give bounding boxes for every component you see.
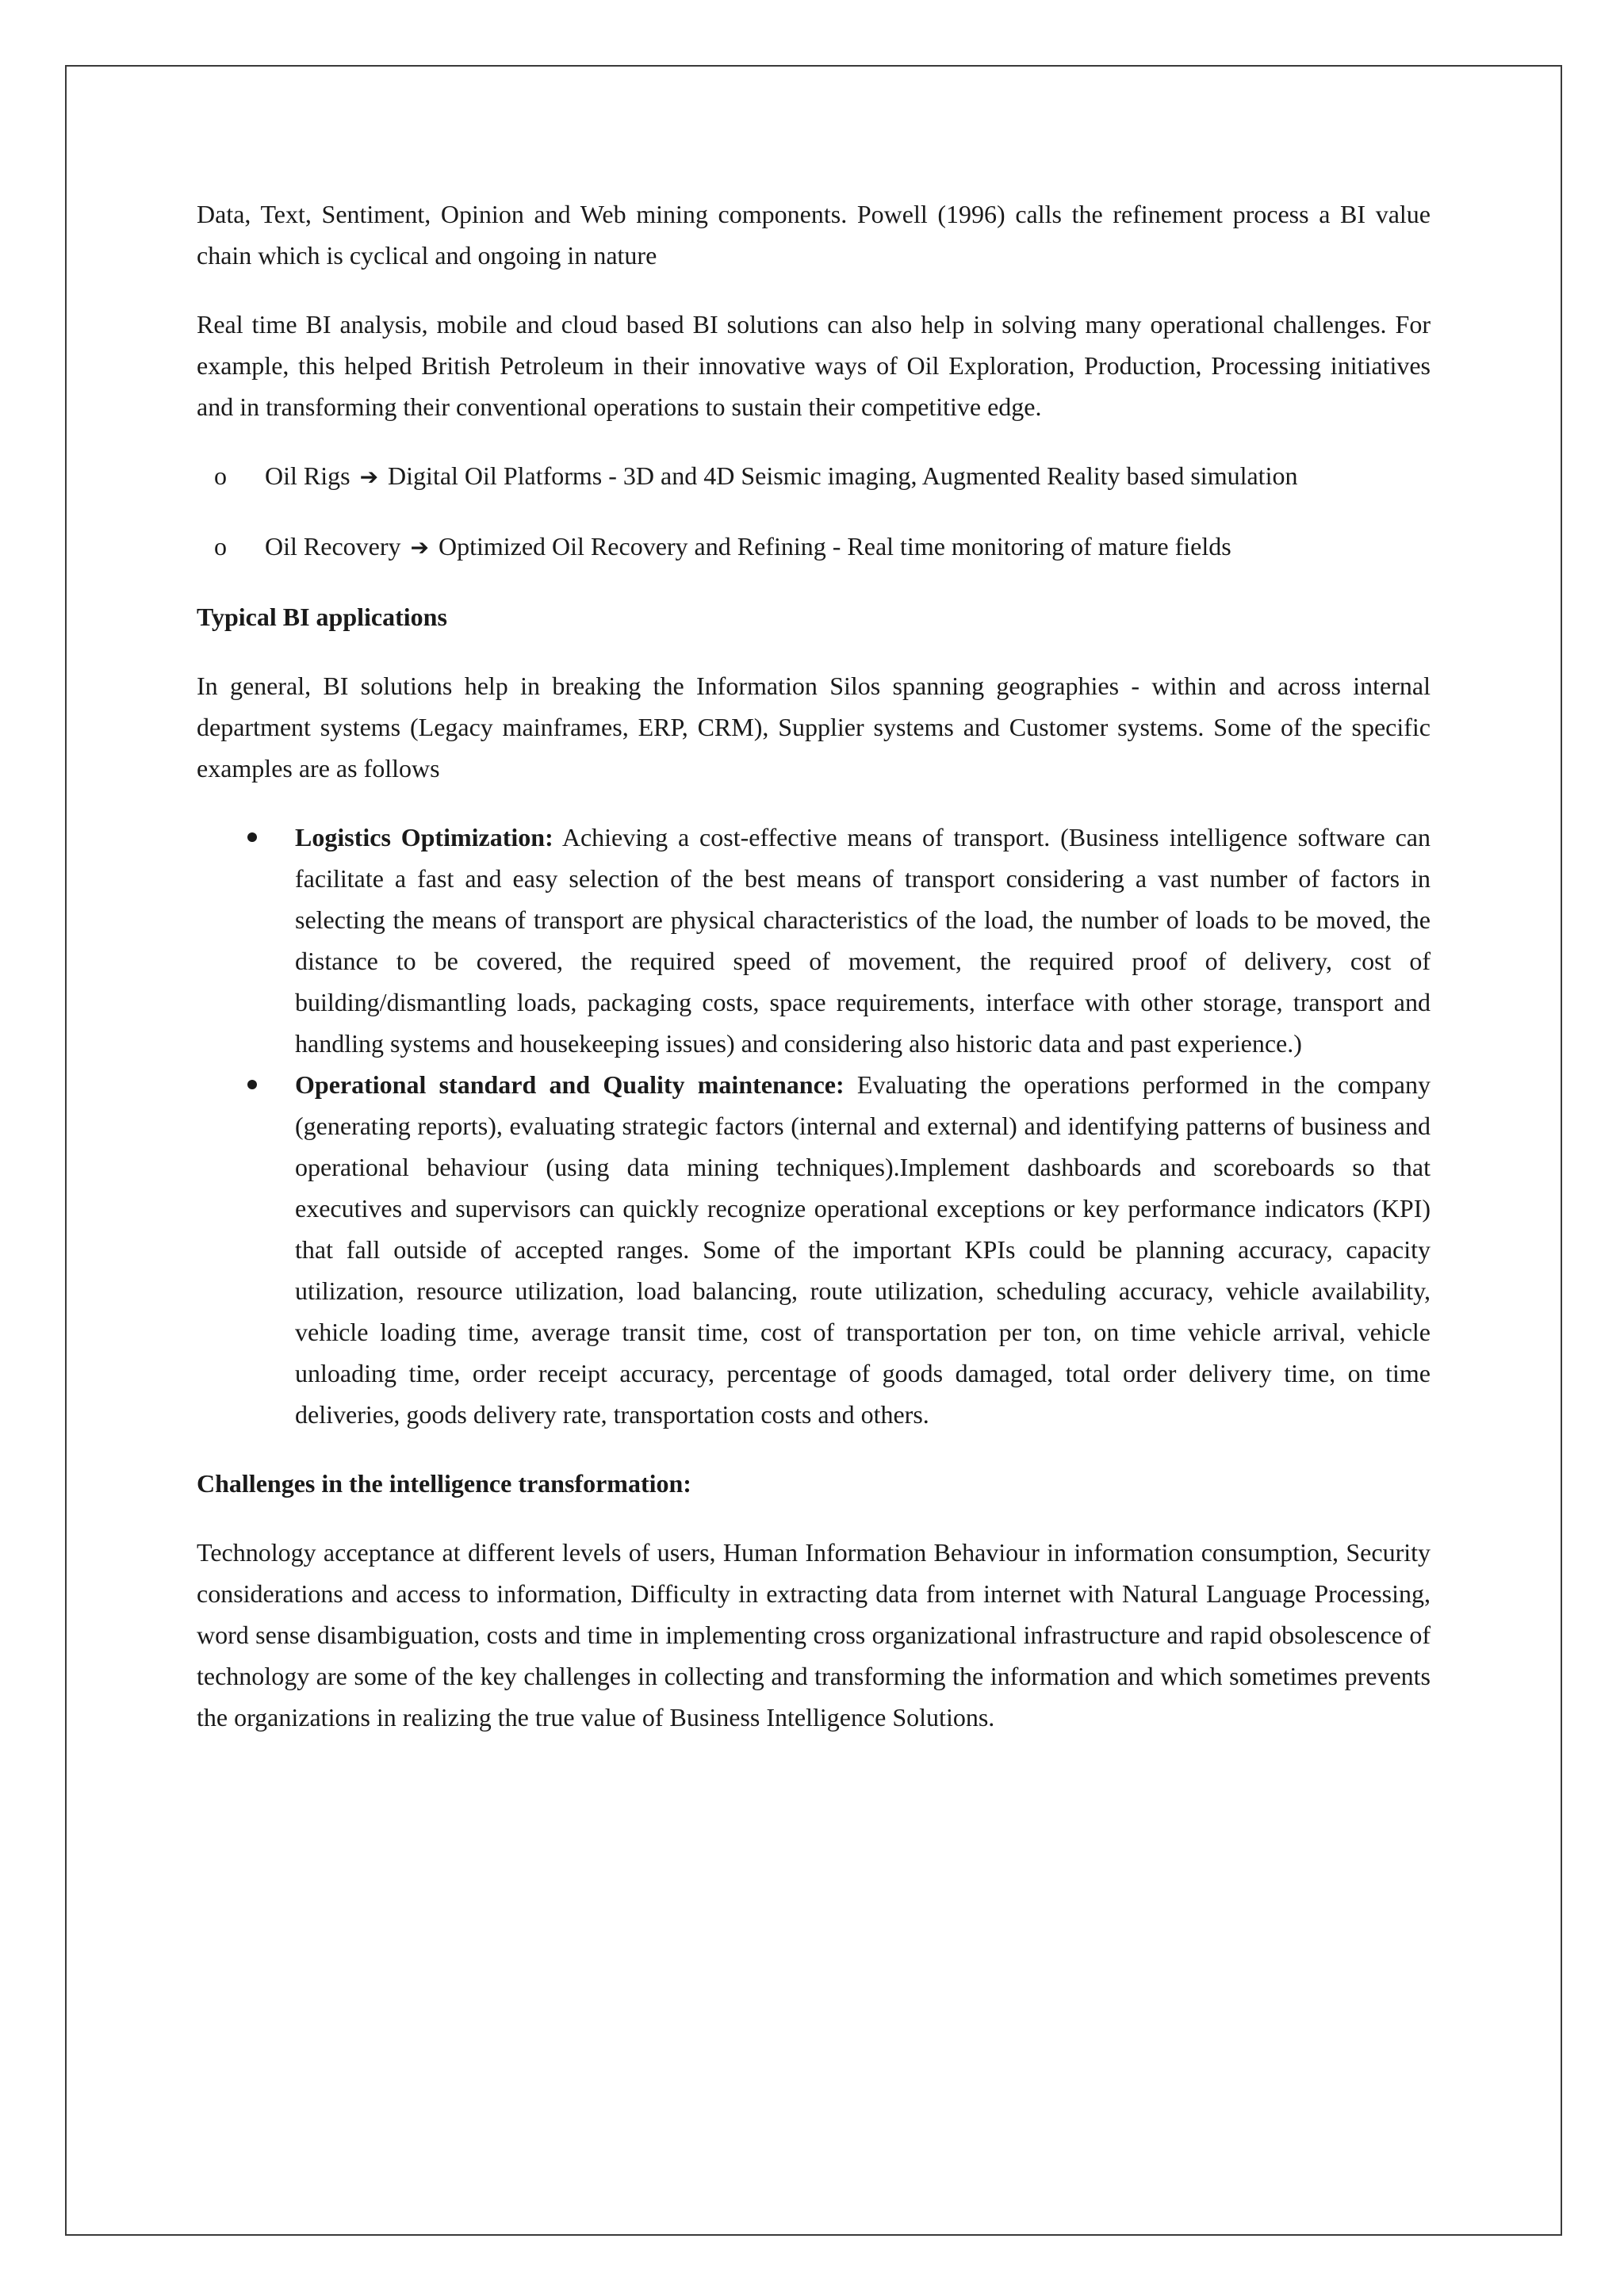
list-item-operational-standard bbox=[197, 1064, 1431, 1435]
circle-bullet-icon: o bbox=[214, 461, 227, 490]
list-item-to: Optimized Oil Recovery and Refining - Real time monitoring of mature fields bbox=[438, 532, 1231, 561]
document-body bbox=[197, 193, 1431, 1766]
bullet-dot-icon bbox=[247, 1080, 257, 1089]
bi-applications-list bbox=[197, 817, 1431, 1435]
heading-typical-bi-applications: Typical BI applications bbox=[197, 603, 447, 631]
paragraph-challenges: Technology acceptance at different levels of users, Human Information Behaviour in information consumption, Security considerations and access to information, Difficulty in extracting data from internet with Natural Language Processing, word sense disambiguation, costs and time in implementing cross organizational infrastructure and rapid obsolescence of technology are some of the key challenges in collecting and transforming the information and which sometimes prevents the organizations in realizing the true value of Business Intelligence Solutions. bbox=[197, 1538, 1431, 1732]
list-item-oil-recovery bbox=[197, 526, 1431, 568]
paragraph-information-silos: In general, BI solutions help in breaking the Information Silos spanning geographies - within and across internal department systems (Legacy mainframes, ERP, CRM), Supplier systems and Customer systems. Some of the specific examples are as follows bbox=[197, 672, 1431, 783]
list-item-from: Oil Recovery bbox=[265, 532, 401, 561]
list-item-text: Evaluating the operations performed in the company (generating reports), evaluating strategic factors (internal and external) and identifying patterns of business and operational behaviour (using data mining techniques).Implement dashboards and scoreboards so that executives and supervisors can quickly recognize operational exceptions or key performance indicators (KPI) that fall outside of accepted ranges. Some of the important KPIs could be planning accuracy, capacity utilization, resource utilization, load balancing, route utilization, scheduling accuracy, vehicle availability, vehicle loading time, average transit time, cost of transportation per ton, on time vehicle arrival, vehicle unloading time, order receipt accuracy, percentage of goods damaged, total order delivery time, on time deliveries, goods delivery rate, transportation costs and others. bbox=[295, 1070, 1431, 1429]
list-item-lead: Operational standard and Quality maintenance: bbox=[295, 1070, 845, 1099]
right-arrow-icon: ➔ bbox=[359, 464, 379, 490]
list-item-lead: Logistics Optimization: bbox=[295, 823, 553, 851]
list-item-oil-rigs bbox=[197, 455, 1431, 498]
circle-bullet-icon: o bbox=[214, 532, 227, 561]
list-item-from: Oil Rigs bbox=[265, 461, 350, 490]
right-arrow-icon: ➔ bbox=[410, 534, 429, 561]
oil-transformation-list bbox=[197, 455, 1431, 568]
list-item-logistics bbox=[197, 817, 1431, 1064]
heading-challenges: Challenges in the intelligence transformation: bbox=[197, 1469, 691, 1498]
paragraph-realtime-bi: Real time BI analysis, mobile and cloud based BI solutions can also help in solving many operational challenges. For example, this helped British Petroleum in their innovative ways of Oil Exploration, Production, Processing initiatives and in transforming their conventional operations to sustain their competitive edge. bbox=[197, 310, 1431, 421]
list-item-to: Digital Oil Platforms - 3D and 4D Seismic imaging, Augmented Reality based simulation bbox=[388, 461, 1298, 490]
list-item-text: Achieving a cost-effective means of transport. (Business intelligence software can facilitate a fast and easy selection of the best means of transport considering a vast number of factors in selecting the means of transport are physical characteristics of the load, the number of loads to be moved, the distance to be covered, the required speed of movement, the required proof of delivery, cost of building/dismantling loads, packaging costs, space requirements, interface with other storage, transport and handling systems and housekeeping issues) and considering also historic data and past experience.) bbox=[295, 823, 1431, 1058]
paragraph-intro: Data, Text, Sentiment, Opinion and Web mining components. Powell (1996) calls the refinement process a BI value chain which is cyclical and ongoing in nature bbox=[197, 200, 1431, 270]
bullet-dot-icon bbox=[247, 832, 257, 842]
